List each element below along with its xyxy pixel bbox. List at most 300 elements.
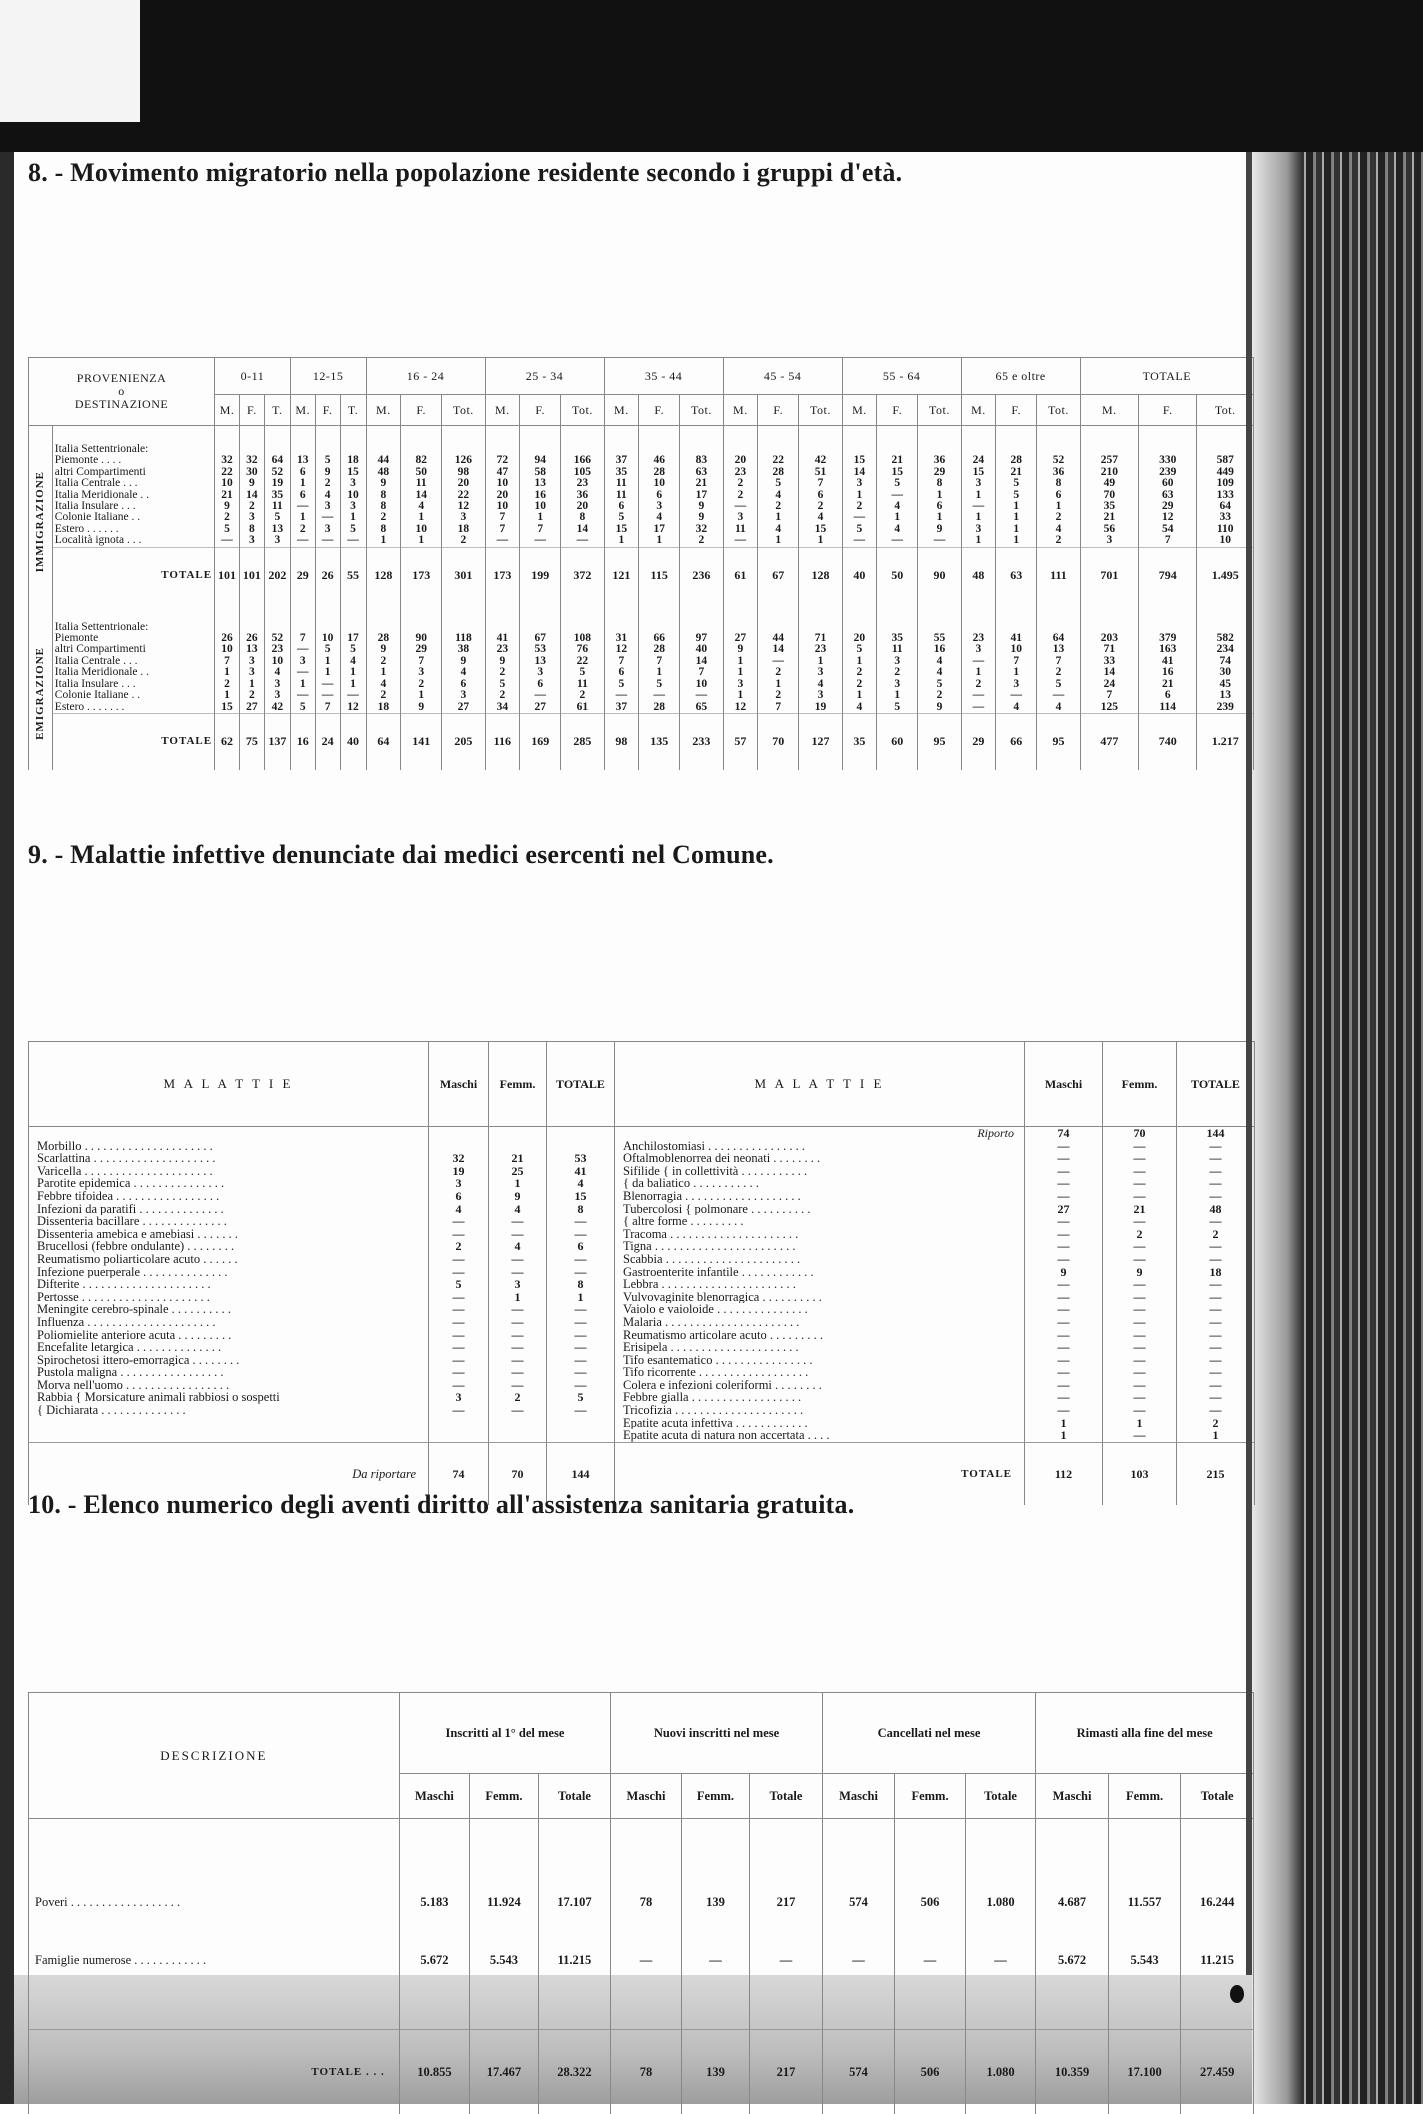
value-cell: 23 xyxy=(723,467,758,478)
count-cell: 1 xyxy=(1025,1429,1103,1442)
value-cell: 3 xyxy=(961,524,996,535)
value-cell: — xyxy=(842,535,877,547)
count-cell: — xyxy=(1025,1177,1103,1190)
disease-name: { Dichiarata . . . . . . . . . . . . . . xyxy=(29,1404,429,1417)
total-cell: 66 xyxy=(996,713,1037,770)
value-cell: 108 xyxy=(561,633,604,644)
value-cell: 3 xyxy=(239,535,264,547)
value-cell: 9 xyxy=(215,501,240,512)
age-group-header: TOTALE xyxy=(1080,358,1253,395)
empty-cell xyxy=(429,1417,489,1430)
total-cell: 70 xyxy=(758,713,799,770)
sub-header: Femm. xyxy=(895,1774,966,1819)
table-row xyxy=(29,1203,1255,1216)
count-cell: — xyxy=(489,1215,547,1228)
value-cell: 24 xyxy=(1080,679,1138,690)
count-cell: — xyxy=(547,1354,615,1367)
disease-name: Influenza . . . . . . . . . . . . . . . . . . . . . xyxy=(29,1316,429,1329)
count-cell: — xyxy=(489,1404,547,1417)
value-cell: 3 xyxy=(961,478,996,489)
value-cell: 5 xyxy=(996,490,1037,501)
value-cell: — xyxy=(315,535,340,547)
value-cell: 5 xyxy=(604,512,639,523)
age-group-header: 16 - 24 xyxy=(366,358,485,395)
count-cell: — xyxy=(1103,1215,1177,1228)
value-cell: 15 xyxy=(215,702,240,714)
value-cell: 1 xyxy=(290,478,315,489)
empty-cell xyxy=(547,1429,615,1442)
value-cell: 13 xyxy=(239,644,264,655)
value-cell: 58 xyxy=(520,467,561,478)
value-cell: 13 xyxy=(520,478,561,489)
header-provenienza-line1: PROVENIENZA xyxy=(77,371,167,385)
count-cell: 1 xyxy=(1177,1429,1255,1442)
value-cell: 83 xyxy=(680,455,723,466)
table-row xyxy=(29,1303,1255,1316)
value-cell: 2 xyxy=(842,667,877,678)
value-cell: 4 xyxy=(877,524,918,535)
value-cell: 2 xyxy=(799,501,842,512)
count-cell: 144 xyxy=(1177,1127,1255,1140)
value-cell xyxy=(961,604,996,633)
value-cell: 5 xyxy=(918,679,961,690)
total-cell: 35 xyxy=(842,713,877,770)
disease-name: Parotite epidemica . . . . . . . . . . . . . . . xyxy=(29,1177,429,1190)
sub-header: F. xyxy=(758,395,799,426)
table-row xyxy=(29,512,1254,523)
value-cell: 4 xyxy=(1037,524,1080,535)
value-cell: 21 xyxy=(1080,512,1138,523)
sub-header: F. xyxy=(996,395,1037,426)
value-cell xyxy=(877,604,918,633)
disease-name: Rabbia { Morsicature animali rabbiosi o sospetti xyxy=(29,1391,429,1404)
value-cell: 4 xyxy=(315,490,340,501)
total-cell: 217 xyxy=(750,2030,823,2114)
spacer-row xyxy=(29,1819,1254,1874)
value-cell: 1 xyxy=(758,535,799,547)
value-cell: 1 xyxy=(639,667,680,678)
count-cell: — xyxy=(1177,1177,1255,1190)
total-cell: 74 xyxy=(429,1442,489,1505)
sub-header: M. xyxy=(1080,395,1138,426)
empty-cell xyxy=(1181,1819,1254,1874)
count-cell: — xyxy=(489,1303,547,1316)
sub-header: Maschi xyxy=(399,1774,470,1819)
disease-name: Erisipela . . . . . . . . . . . . . . . . . . . . . xyxy=(615,1341,1025,1354)
value-cell: 7 xyxy=(485,512,520,523)
sub-header: M. xyxy=(842,395,877,426)
value-cell xyxy=(799,426,842,456)
value-cell: 9 xyxy=(442,656,485,667)
value-cell: — xyxy=(290,667,315,678)
value-cell: 18 xyxy=(340,455,366,466)
sub-header: M. xyxy=(366,395,401,426)
value-cell: 11 xyxy=(604,490,639,501)
total-cell: 78 xyxy=(611,2030,682,2114)
age-group-header: 12-15 xyxy=(290,358,366,395)
value-cell: 11 xyxy=(264,501,290,512)
value-cell: 14 xyxy=(401,490,442,501)
value-cell xyxy=(315,426,340,456)
value-cell: 4 xyxy=(442,667,485,678)
disease-name: Pustola maligna . . . . . . . . . . . . . . . . . xyxy=(29,1366,429,1379)
row-label: Italia Settentrionale: xyxy=(52,426,214,456)
row-label: Italia Meridionale . . xyxy=(52,667,214,678)
total-cell: 233 xyxy=(680,713,723,770)
value-cell: 21 xyxy=(680,478,723,489)
infectious-diseases-table xyxy=(28,1041,1255,1505)
total-cell: 144 xyxy=(547,1442,615,1505)
disease-name: Reumatismo articolare acuto . . . . . . . . . xyxy=(615,1329,1025,1342)
count-cell: 9 xyxy=(489,1190,547,1203)
total-cell: 128 xyxy=(799,547,842,604)
count-cell: — xyxy=(1177,1366,1255,1379)
value-cell: 3 xyxy=(442,690,485,701)
value-cell: — xyxy=(639,690,680,701)
value-cell: 49 xyxy=(1080,478,1138,489)
empty-cell xyxy=(681,1989,749,2030)
count-cell: — xyxy=(1177,1291,1255,1304)
value-cell: 1 xyxy=(401,512,442,523)
disease-name: Vulvovaginite blenorragica . . . . . . . . . . xyxy=(615,1291,1025,1304)
disease-name: Vaiolo e vaioloide . . . . . . . . . . . . . . . xyxy=(615,1303,1025,1316)
value-cell: 9 xyxy=(918,524,961,535)
value-cell: 4 xyxy=(918,656,961,667)
value-cell: 10 xyxy=(639,478,680,489)
value-cell: 3 xyxy=(799,690,842,701)
table-row xyxy=(29,690,1254,701)
value-cell: — xyxy=(877,490,918,501)
value-cell: 3 xyxy=(239,656,264,667)
table-row xyxy=(29,1140,1255,1153)
value-cell: 78 xyxy=(611,1873,682,1931)
value-cell: 5 xyxy=(340,524,366,535)
table-row xyxy=(29,604,1254,633)
totale-label: TOTALE xyxy=(615,1442,1025,1505)
empty-cell xyxy=(489,1429,547,1442)
total-cell: 740 xyxy=(1139,713,1197,770)
disease-name: Morbillo . . . . . . . . . . . . . . . . . . . . . xyxy=(29,1140,429,1153)
header-maschi-right: Maschi xyxy=(1025,1042,1103,1127)
value-cell: 1 xyxy=(996,501,1037,512)
value-cell: 1 xyxy=(842,490,877,501)
value-cell xyxy=(485,604,520,633)
count-cell: 27 xyxy=(1025,1203,1103,1216)
value-cell: 2 xyxy=(877,667,918,678)
value-cell: 9 xyxy=(680,501,723,512)
count-cell: — xyxy=(547,1253,615,1266)
table-row xyxy=(29,1391,1255,1404)
value-cell: 50 xyxy=(401,467,442,478)
count-cell: — xyxy=(489,1253,547,1266)
value-cell: 1 xyxy=(215,667,240,678)
value-cell: 14 xyxy=(680,656,723,667)
value-cell: 42 xyxy=(264,702,290,714)
count-cell: 1 xyxy=(1025,1417,1103,1430)
total-cell: 28.322 xyxy=(538,2030,611,2114)
count-cell: — xyxy=(489,1354,547,1367)
count-cell: — xyxy=(489,1379,547,1392)
empty-cell xyxy=(29,1819,400,1874)
count-cell: — xyxy=(1103,1429,1177,1442)
value-cell: 5 xyxy=(264,512,290,523)
value-cell: 52 xyxy=(264,467,290,478)
disease-name: Tricofizia . . . . . . . . . . . . . . . . . . . . . xyxy=(615,1404,1025,1417)
value-cell xyxy=(215,604,240,633)
value-cell xyxy=(1037,426,1080,456)
count-cell: — xyxy=(1103,1177,1177,1190)
value-cell: 63 xyxy=(680,467,723,478)
disease-name: Lebbra . . . . . . . . . . . . . . . . . . . . . . xyxy=(615,1278,1025,1291)
table-row xyxy=(29,467,1254,478)
value-cell: 8 xyxy=(239,524,264,535)
value-cell: 257 xyxy=(1080,455,1138,466)
value-cell: 234 xyxy=(1197,644,1254,655)
value-cell xyxy=(1197,604,1254,633)
total-cell: 701 xyxy=(1080,547,1138,604)
book-binding-edge xyxy=(1252,152,1423,2104)
value-cell: 1 xyxy=(290,512,315,523)
disease-name: { da baliatico . . . . . . . . . . . xyxy=(615,1177,1025,1190)
value-cell xyxy=(290,426,315,456)
total-cell: 50 xyxy=(877,547,918,604)
value-cell: 1 xyxy=(315,656,340,667)
value-cell xyxy=(401,604,442,633)
value-cell: 5.672 xyxy=(1036,1931,1109,1989)
value-cell: 76 xyxy=(561,644,604,655)
header-totale-right: TOTALE xyxy=(1177,1042,1255,1127)
value-cell: 27 xyxy=(520,702,561,714)
value-cell: 9 xyxy=(239,478,264,489)
value-cell: 5 xyxy=(842,524,877,535)
count-cell: — xyxy=(429,1253,489,1266)
sub-header: M. xyxy=(485,395,520,426)
total-cell: 116 xyxy=(485,713,520,770)
total-cell: 141 xyxy=(401,713,442,770)
count-cell: — xyxy=(1025,1341,1103,1354)
value-cell: 217 xyxy=(750,1873,823,1931)
total-cell: 62 xyxy=(215,713,240,770)
value-cell: 52 xyxy=(264,633,290,644)
total-cell: 57 xyxy=(723,713,758,770)
value-cell: 1 xyxy=(877,690,918,701)
value-cell: 2 xyxy=(215,679,240,690)
value-cell: 1 xyxy=(340,512,366,523)
value-cell: 6 xyxy=(799,490,842,501)
count-cell: 1 xyxy=(1103,1417,1177,1430)
value-cell: 29 xyxy=(918,467,961,478)
value-cell xyxy=(604,426,639,456)
value-cell: 3 xyxy=(961,644,996,655)
value-cell: 20 xyxy=(485,490,520,501)
value-cell: 10 xyxy=(215,644,240,655)
total-cell: 236 xyxy=(680,547,723,604)
count-cell: — xyxy=(547,1366,615,1379)
value-cell: 3 xyxy=(401,667,442,678)
empty-cell xyxy=(822,1819,895,1874)
value-cell: 11 xyxy=(401,478,442,489)
row-label: Italia Centrale . . . xyxy=(52,656,214,667)
sub-header: Tot. xyxy=(442,395,485,426)
empty-cell xyxy=(895,1989,966,2030)
total-label: TOTALE . . . xyxy=(29,2030,400,2114)
count-cell: — xyxy=(1025,1329,1103,1342)
value-cell: 3 xyxy=(520,667,561,678)
total-label: TOTALE xyxy=(52,713,214,770)
total-cell: 101 xyxy=(215,547,240,604)
disease-name: Scabbia . . . . . . . . . . . . . . . . . . . . . . xyxy=(615,1253,1025,1266)
value-cell: — xyxy=(485,535,520,547)
table-row xyxy=(29,1404,1255,1417)
total-cell: 137 xyxy=(264,713,290,770)
count-cell: — xyxy=(489,1266,547,1279)
value-cell: 3 xyxy=(723,679,758,690)
value-cell: 6 xyxy=(604,667,639,678)
value-cell xyxy=(918,604,961,633)
value-cell: 163 xyxy=(1139,644,1197,655)
value-cell: 6 xyxy=(604,501,639,512)
value-cell: 22 xyxy=(442,490,485,501)
count-cell: — xyxy=(1177,1253,1255,1266)
sub-header: Femm. xyxy=(681,1774,749,1819)
value-cell: 1 xyxy=(996,512,1037,523)
value-cell: 4 xyxy=(918,667,961,678)
empty-cell xyxy=(399,1819,470,1874)
value-cell: 2 xyxy=(680,535,723,547)
value-cell: 7 xyxy=(680,667,723,678)
value-cell: 3 xyxy=(264,690,290,701)
value-cell: 55 xyxy=(918,633,961,644)
total-cell: 16 xyxy=(290,713,315,770)
count-cell: — xyxy=(1103,1366,1177,1379)
disease-name: Tifo esantematico . . . . . . . . . . . . . . . . xyxy=(615,1354,1025,1367)
age-group-header: 35 - 44 xyxy=(604,358,723,395)
count-cell: 15 xyxy=(547,1190,615,1203)
value-cell: 45 xyxy=(1197,679,1254,690)
count-cell: — xyxy=(1025,1354,1103,1367)
value-cell: 44 xyxy=(366,455,401,466)
value-cell xyxy=(290,604,315,633)
empty-cell xyxy=(547,1127,615,1140)
count-cell: — xyxy=(1025,1215,1103,1228)
header-femm-left: Femm. xyxy=(489,1042,547,1127)
value-cell: 1 xyxy=(639,535,680,547)
value-cell: 40 xyxy=(680,644,723,655)
value-cell: 24 xyxy=(961,455,996,466)
count-cell: — xyxy=(429,1303,489,1316)
value-cell: 1 xyxy=(799,535,842,547)
value-cell: 7 xyxy=(1080,690,1138,701)
value-cell: 5.543 xyxy=(470,1931,538,1989)
total-cell: 63 xyxy=(996,547,1037,604)
value-cell xyxy=(996,604,1037,633)
value-cell: 1 xyxy=(842,656,877,667)
header-rimasti: Rimasti alla fine del mese xyxy=(1036,1693,1254,1774)
value-cell: 1 xyxy=(1037,501,1080,512)
count-cell: — xyxy=(547,1266,615,1279)
value-cell: 20 xyxy=(723,455,758,466)
value-cell: 90 xyxy=(401,633,442,644)
value-cell: 2 xyxy=(315,478,340,489)
disease-name: Varicella . . . . . . . . . . . . . . . . . . . . . xyxy=(29,1165,429,1178)
total-cell: 127 xyxy=(799,713,842,770)
value-cell: 82 xyxy=(401,455,442,466)
table-row xyxy=(29,524,1254,535)
value-cell: 28 xyxy=(996,455,1037,466)
value-cell: 2 xyxy=(758,667,799,678)
total-cell: 95 xyxy=(918,713,961,770)
value-cell xyxy=(1139,604,1197,633)
count-cell: — xyxy=(1103,1379,1177,1392)
value-cell xyxy=(264,604,290,633)
value-cell: 71 xyxy=(1080,644,1138,655)
value-cell: 28 xyxy=(366,633,401,644)
value-cell: 4 xyxy=(799,512,842,523)
sub-header: F. xyxy=(520,395,561,426)
count-cell: — xyxy=(1177,1190,1255,1203)
value-cell: 1 xyxy=(996,535,1037,547)
total-cell: 215 xyxy=(1177,1442,1255,1505)
value-cell: 1 xyxy=(758,679,799,690)
value-cell: 3 xyxy=(315,501,340,512)
value-cell: — xyxy=(290,535,315,547)
count-cell: — xyxy=(1177,1140,1255,1153)
value-cell xyxy=(799,604,842,633)
value-cell: 2 xyxy=(758,690,799,701)
value-cell: 13 xyxy=(264,524,290,535)
value-cell: 46 xyxy=(639,455,680,466)
immigration-total-row xyxy=(29,547,1254,604)
count-cell: — xyxy=(429,1228,489,1241)
count-cell: 18 xyxy=(1177,1266,1255,1279)
count-cell: — xyxy=(429,1341,489,1354)
total-cell: 301 xyxy=(442,547,485,604)
value-cell: 574 xyxy=(822,1873,895,1931)
value-cell: 27 xyxy=(442,702,485,714)
value-cell: 4 xyxy=(758,490,799,501)
value-cell: 16 xyxy=(918,644,961,655)
row-label: Colonie Italiane . . xyxy=(52,512,214,523)
value-cell: 53 xyxy=(520,644,561,655)
table-row xyxy=(29,1931,1254,1989)
count-cell: 8 xyxy=(547,1278,615,1291)
sub-header: Tot. xyxy=(918,395,961,426)
value-cell: 10 xyxy=(485,478,520,489)
value-cell: 6 xyxy=(442,679,485,690)
emigration-total-row xyxy=(29,713,1254,770)
value-cell: 10 xyxy=(520,501,561,512)
value-cell: 1 xyxy=(961,535,996,547)
disease-name: Scarlattina . . . . . . . . . . . . . . . . . . . . xyxy=(29,1152,429,1165)
total-cell: 202 xyxy=(264,547,290,604)
value-cell: 1 xyxy=(996,524,1037,535)
count-cell: — xyxy=(1177,1379,1255,1392)
value-cell xyxy=(639,426,680,456)
value-cell: 9 xyxy=(723,644,758,655)
empty-cell xyxy=(29,1429,429,1442)
scan-corner-patch xyxy=(0,0,140,122)
value-cell: 11 xyxy=(877,644,918,655)
value-cell: 15 xyxy=(877,467,918,478)
value-cell: 239 xyxy=(1139,467,1197,478)
value-cell xyxy=(215,426,240,456)
value-cell: 3 xyxy=(723,512,758,523)
total-cell: 55 xyxy=(340,547,366,604)
value-cell: 1 xyxy=(366,535,401,547)
value-cell: — xyxy=(965,1931,1036,1989)
age-group-header: 55 - 64 xyxy=(842,358,961,395)
count-cell: — xyxy=(1103,1316,1177,1329)
